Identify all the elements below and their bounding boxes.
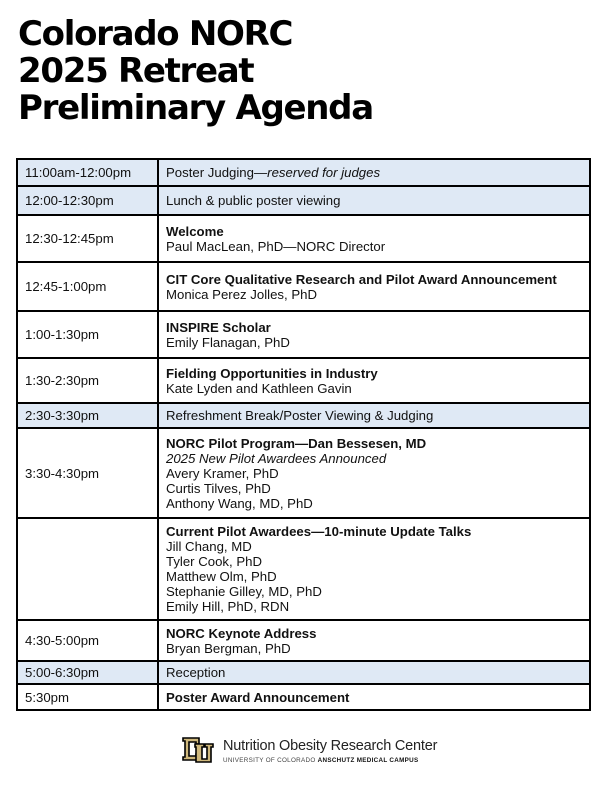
event-title: Welcome [166,223,224,239]
table-row [17,311,590,358]
table-row [17,518,590,620]
event-cell [158,684,590,710]
speaker-name: Curtis Tilves, PhD [166,480,271,496]
speaker-name: Monica Perez Jolles, PhD [166,286,317,302]
speaker-name: Emily Hill, PhD, RDN [166,599,290,614]
page-title [18,16,373,127]
university-line: UNIVERSITY OF COLORADO ANSCHUTZ MEDICAL CAMPUS [223,757,419,764]
speaker-name: Avery Kramer, PhD [166,465,279,481]
title-line: Preliminary Agenda [18,88,373,128]
event-cell [158,215,590,262]
title-line: 2025 Retreat [18,51,254,91]
time-cell: 12:45-1:00pm [17,262,158,311]
event-note: reserved for judges [267,165,381,180]
event-subtitle: 2025 New Pilot Awardees Announced [166,450,387,466]
speaker-name: Kate Lyden and Kathleen Gavin [166,380,352,396]
event-cell [158,403,590,428]
table-row [17,159,590,186]
event-text: Lunch & public poster viewing [166,193,341,208]
table-row [17,684,590,710]
event-text: Reception [166,665,226,680]
event-cell [158,428,590,518]
time-cell: 5:30pm [17,684,158,710]
speaker-name: Anthony Wang, MD, PhD [166,495,313,511]
org-name: Nutrition Obesity Research Center [223,738,438,754]
speaker-name: Paul MacLean, PhD—NORC Director [166,238,386,254]
speaker-name: Matthew Olm, PhD [166,569,277,584]
event-title: NORC Keynote Address [166,625,317,641]
event-title: Current Pilot Awardees—10-minute Update Talks [166,524,472,539]
time-cell: 1:00-1:30pm [17,311,158,358]
speaker-name: Jill Chang, MD [166,539,252,554]
event-cell [158,518,590,620]
table-row [17,358,590,403]
cu-logo-icon [181,734,215,768]
footer [181,734,437,768]
table-row [17,403,590,428]
event-cell [158,620,590,661]
event-title: INSPIRE Scholar [166,319,271,335]
time-cell: 4:30-5:00pm [17,620,158,661]
time-cell: 12:00-12:30pm [17,186,158,215]
time-cell: 12:30-12:45pm [17,215,158,262]
time-cell: 3:30-4:30pm [17,428,158,518]
time-cell [17,518,158,620]
time-cell: 11:00am-12:00pm [17,159,158,186]
time-cell: 2:30-3:30pm [17,403,158,428]
event-title: NORC Pilot Program—Dan Bessesen, MD [166,435,427,451]
speaker-name: Bryan Bergman, PhD [166,640,291,656]
event-cell [158,358,590,403]
table-row [17,215,590,262]
agenda-table [16,158,591,711]
table-row [17,262,590,311]
event-title: CIT Core Qualitative Research and Pilot Award Announcement [166,271,557,287]
table-row [17,661,590,684]
table-row [17,428,590,518]
speaker-name: Stephanie Gilley, MD, PhD [166,584,322,599]
speaker-name: Tyler Cook, PhD [166,554,263,569]
event-cell [158,262,590,311]
title-line: Colorado NORC [18,14,293,54]
event-text: Poster Judging— [166,165,268,180]
table-row [17,186,590,215]
time-cell: 5:00-6:30pm [17,661,158,684]
event-title: Poster Award Announcement [166,689,350,705]
event-cell [158,311,590,358]
event-cell [158,661,590,684]
event-cell [158,159,590,186]
table-row [17,620,590,661]
time-cell: 1:30-2:30pm [17,358,158,403]
speaker-name: Emily Flanagan, PhD [166,334,290,350]
event-cell [158,186,590,215]
event-text: Refreshment Break/Poster Viewing & Judging [166,408,434,423]
event-title: Fielding Opportunities in Industry [166,365,378,381]
